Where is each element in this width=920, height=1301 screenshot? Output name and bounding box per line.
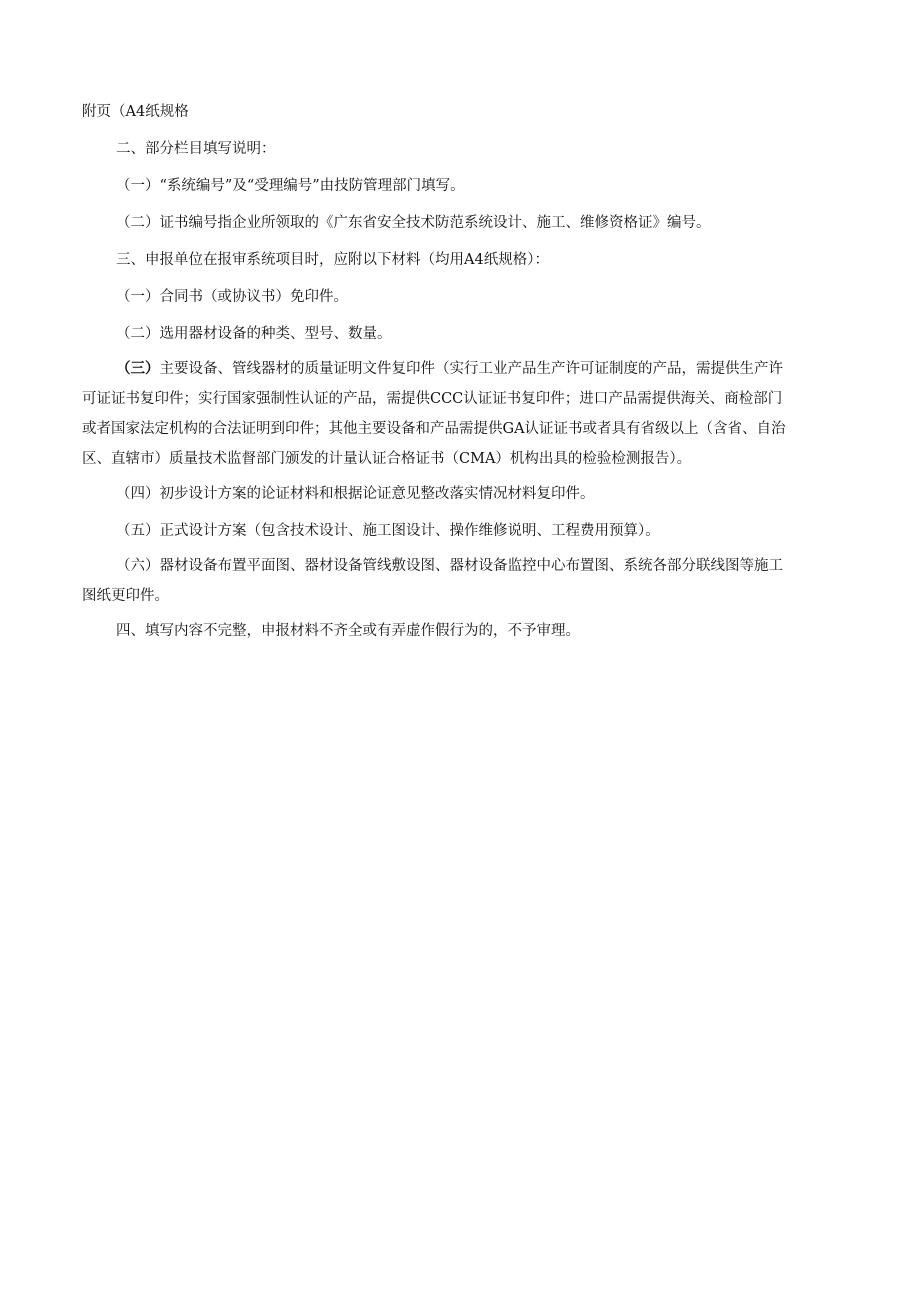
section-3-item-6-line-2: 图纸更印件。 bbox=[82, 588, 169, 604]
section-3-item-3-line-1: 主要设备、管线器材的质量证明文件复印件（实行工业产品生产许可证制度的产品，需提供生产许 bbox=[159, 361, 783, 377]
section-3-item-3-marker: （三） bbox=[116, 360, 160, 377]
section-3-item-4: （四）初步设计方案的论证材料和根据论证意见整改落实情况材料复印件。 bbox=[116, 486, 595, 502]
section-3-item-3-line-4: 区、直辖市）质量技术监督部门颁发的计量认证合格证书（CMA）机构出具的检验检测报告）。 bbox=[82, 451, 692, 467]
section-3-item-3 bbox=[82, 354, 832, 474]
section-2-title: 二、部分栏目填写说明： bbox=[116, 141, 276, 157]
section-3-title: 三、申报单位在报审系统项目时，应附以下材料（均用A4纸规格）： bbox=[116, 252, 549, 268]
section-3-item-6-line-1: （六）器材设备布置平面图、器材设备管线敷设图、器材设备监控中心布置图、系统各部分联线图等施工 bbox=[116, 558, 783, 574]
section-2-item-1: （一）“系统编号”及“受理编号”由技防管理部门填写。 bbox=[116, 178, 465, 194]
page-header-label: 附页（A4纸规格 bbox=[82, 104, 189, 120]
section-3-item-6 bbox=[82, 551, 832, 611]
section-3-item-2: （二）选用器材设备的种类、型号、数量。 bbox=[116, 326, 392, 342]
section-4-title: 四、填写内容不完整，申报材料不齐全或有弄虚作假行为的，不予审理。 bbox=[116, 623, 580, 639]
section-3-item-1: （一）合同书（或协议书）免印件。 bbox=[116, 289, 348, 305]
section-3-item-3-line-3: 或者国家法定机构的合法证明到印件；其他主要设备和产品需提供GA认证证书或者具有省级以上（含省、自治 bbox=[82, 421, 786, 437]
section-2-item-2: （二）证书编号指企业所领取的《广东省安全技术防范系统设计、施工、维修资格证》编号。 bbox=[116, 215, 711, 231]
document-body bbox=[82, 100, 832, 643]
section-3-item-3-line-2: 可证证书复印件；实行国家强制性认证的产品，需提供CCC认证证书复印件；进口产品需提供海关、商检部门 bbox=[82, 391, 783, 407]
section-3-item-5: （五）正式设计方案（包含技术设计、施工图设计、操作维修说明、工程费用预算）。 bbox=[116, 523, 660, 539]
